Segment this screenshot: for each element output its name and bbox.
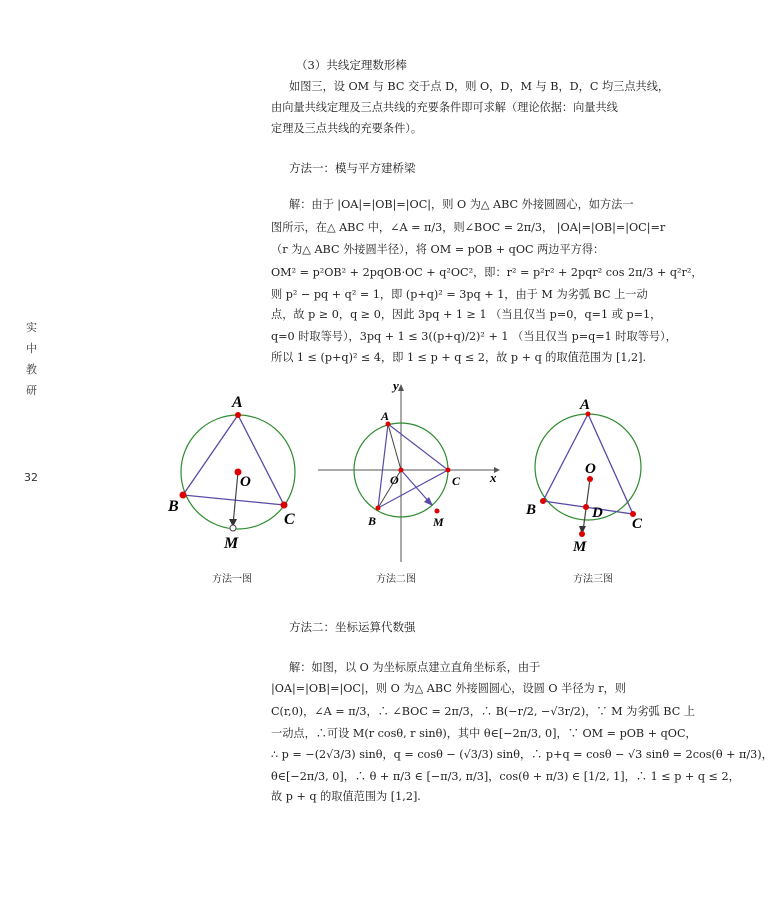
section-heading: （3）共线定理数形棒 <box>296 58 407 72</box>
point-o <box>399 468 404 473</box>
label-a: A <box>232 394 243 411</box>
label-b: B <box>168 498 179 515</box>
paragraph-line: 所以 1 ≤ (p+q)² ≤ 4，即 1 ≤ p + q ≤ 2，故 p + q 的取值范围为 [1,2]. <box>271 351 647 364</box>
label-y: y <box>393 378 399 393</box>
segment-om <box>401 470 430 503</box>
label-b: B <box>526 502 537 518</box>
point-a <box>235 412 241 418</box>
paragraph-line: |OA|=|OB|=|OC|，则 O 为△ ABC 外接圆圆心，设圆 O 半径为 r，则 <box>271 682 626 695</box>
paragraph-line: 一动点，∴可设 M(r cosθ, r sinθ)，其中 θ∈[−2π/3, 0]，∵ OM = pOB + qOC， <box>271 727 697 740</box>
figure-method-2 <box>312 378 512 568</box>
page-number: 32 <box>24 471 38 484</box>
triangle-abc <box>378 424 448 508</box>
label-a: A <box>580 397 591 413</box>
margin-column-label: 实 中 教 研 <box>26 321 37 397</box>
paragraph-line: （r 为△ ABC 外接圆半径），将 OM = pOB + qOC 两边平方得： <box>271 243 605 256</box>
point-b <box>180 492 187 499</box>
segment-oa <box>388 424 401 470</box>
label-b: B <box>368 514 377 528</box>
figure-caption: 方法一图 <box>212 574 252 585</box>
figure-method-3 <box>520 395 660 560</box>
method-heading: 方法一：模与平方建桥梁 <box>289 161 416 175</box>
label-c: C <box>632 516 643 532</box>
point-c <box>446 468 451 473</box>
paragraph-line: OM² = p²OB² + 2pqOB·OC + q²OC²，即：r² = p²r² + 2pqr² cos 2π/3 + q²r²， <box>271 266 703 279</box>
label-d: D <box>592 505 603 521</box>
label-m: M <box>224 535 239 552</box>
paragraph-line: 解：如图，以 O 为坐标原点建立直角坐标系，由于 <box>289 661 541 674</box>
paragraph-line: 点，故 p ≥ 0，q ≥ 0，因此 3pq + 1 ≥ 1 （当且仅当 p=0，q=1 或 p=1， <box>271 308 662 321</box>
paragraph-line: 图所示，在△ ABC 中，∠A = π/3，则∠BOC = 2π/3， |OA|=|OB|=|OC|=r <box>271 221 666 234</box>
triangle-abc <box>183 415 284 505</box>
label-x: x <box>490 470 497 485</box>
point-m <box>230 525 236 531</box>
paragraph-line: 解：由于 |OA|=|OB|=|OC|，则 O 为△ ABC 外接圆圆心，如方法一 <box>289 198 634 211</box>
figure-method-1 <box>160 390 320 560</box>
paragraph-line: 故 p + q 的取值范围为 [1,2]. <box>271 790 421 803</box>
point-m <box>579 531 585 537</box>
label-o: O <box>585 461 596 477</box>
point-b <box>376 506 381 511</box>
paragraph-line: q=0 时取等号），3pq + 1 ≤ 3((p+q)/2)² + 1 （当且仅当 p=q=1 时取等号）， <box>271 330 677 343</box>
label-o: O <box>390 473 399 487</box>
point-d <box>583 504 589 510</box>
paragraph-line: C(r,0)，∠A = π/3，∴ ∠BOC = 2π/3，∴ B(−r/2, −√3r/2)，∵ M 为劣弧 BC 上 <box>271 705 696 718</box>
paragraph-line: ∴ p = −(2√3/3) sinθ，q = cosθ − (√3/3) sinθ，∴ p+q = cosθ − √3 sinθ = 2cos(θ + π/3)， <box>271 748 773 761</box>
figure-caption: 方法二图 <box>376 574 416 585</box>
segment-om <box>233 472 238 525</box>
point-b <box>540 498 546 504</box>
label-c: C <box>284 511 295 528</box>
paragraph-line: 如图三，设 OM 与 BC 交于点 D，则 O，D，M 与 B，D，C 均三点共线， <box>289 80 670 93</box>
point-m <box>435 509 440 514</box>
label-m: M <box>573 539 587 555</box>
label-o: O <box>240 474 251 490</box>
paragraph-line: 定理及三点共线的充要条件）。 <box>271 122 423 135</box>
method-heading: 方法二：坐标运算代数强 <box>289 620 416 634</box>
paragraph-line: θ∈[−2π/3, 0]，∴ θ + π/3 ∈ [−π/3, π/3]，cos(θ + π/3) ∈ [1/2, 1]，∴ 1 ≤ p + q ≤ 2， <box>271 770 740 783</box>
label-a: A <box>381 409 390 423</box>
label-m: M <box>433 515 444 529</box>
label-c: C <box>452 474 461 488</box>
figure-caption: 方法三图 <box>573 574 613 585</box>
point-c <box>281 502 288 509</box>
paragraph-line: 由向量共线定理及三点共线的充要条件即可求解（理论依据：向量共线 <box>271 101 618 114</box>
paragraph-line: 则 p² − pq + q² = 1，即 (p+q)² = 3pq + 1，由于 M 为劣弧 BC 上一动 <box>271 288 648 301</box>
